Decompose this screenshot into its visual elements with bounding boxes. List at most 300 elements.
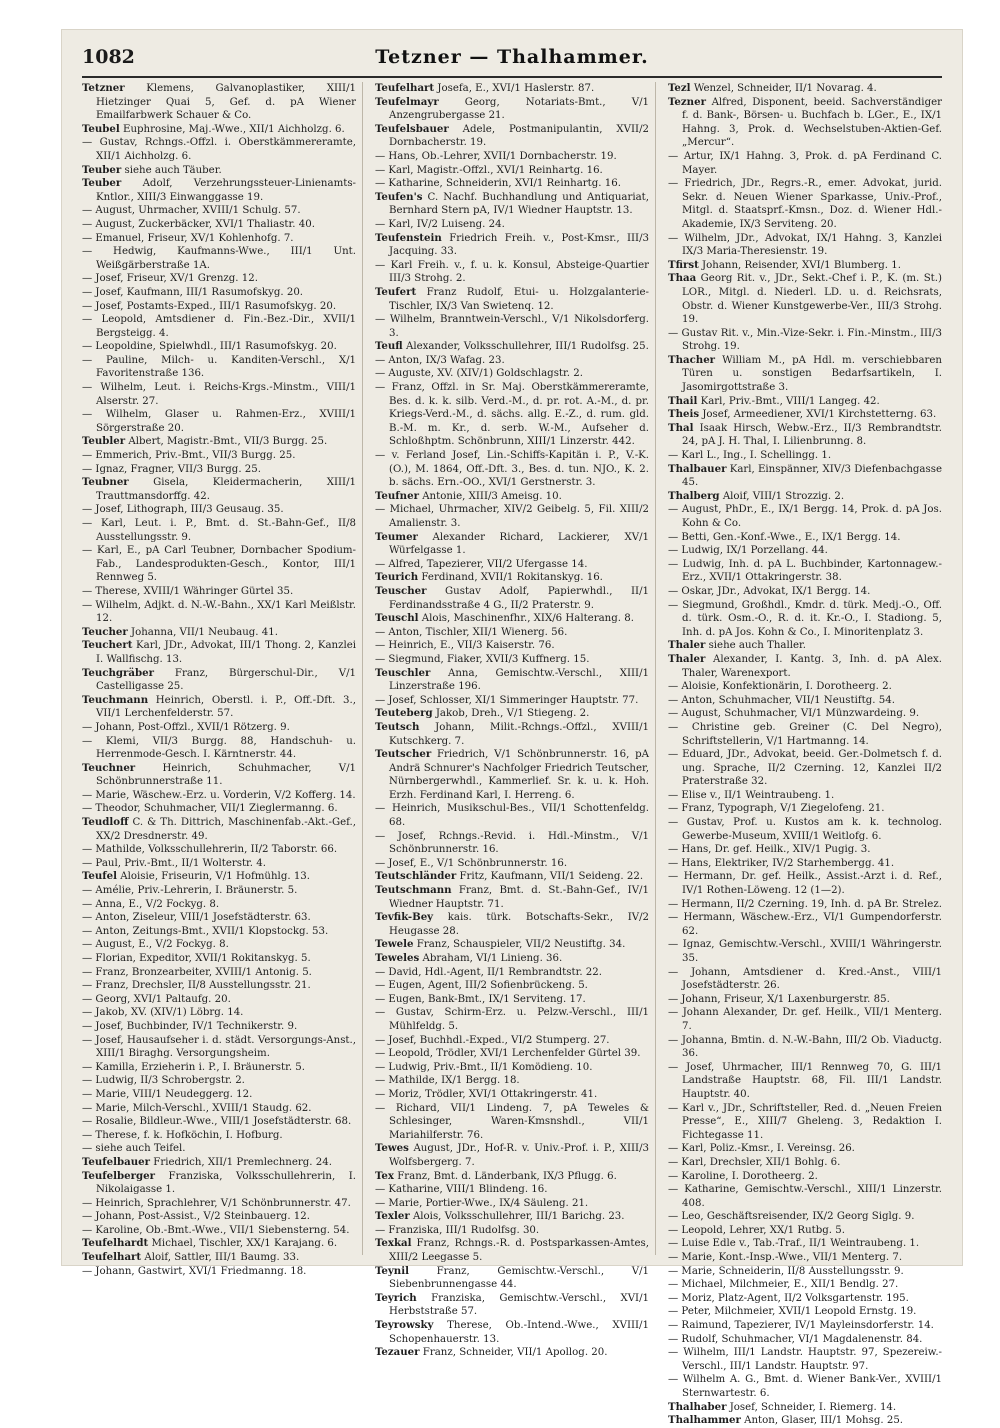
- entry-text: — Elise v., II/1 Weintraubeng. 1.: [668, 789, 835, 801]
- entry-surname: Teubel: [82, 122, 120, 135]
- entry-text: — Leopold, Trödler, XVI/1 Lerchenfelder Gürtel 39.: [375, 1048, 641, 1060]
- directory-entry: [375, 381, 649, 449]
- entry-text: Franz, Bmt. d. Länderbank, IX/3 Pflugg. 6.: [397, 1170, 617, 1182]
- directory-entry: [82, 272, 356, 286]
- entry-text: — Gustav, Schirm-Erz. u. Pelzw.-Verschl., III/1 Mühlfeldg. 5.: [375, 1007, 649, 1032]
- entry-text: — Anton, Zeitungs-Bmt., XVII/1 Klopstockg. 53.: [82, 925, 329, 937]
- directory-entry: [375, 1237, 649, 1264]
- entry-text: — Marie, VIII/1 Neudeggerg. 12.: [82, 1088, 253, 1100]
- entry-surname: Tfirst: [668, 258, 699, 271]
- entry-text: — Katharine, Schneiderin, XVI/1 Reinhartg. 16.: [375, 178, 621, 190]
- directory-entry: [82, 476, 356, 503]
- directory-entry: [375, 1319, 649, 1346]
- entry-text: — Siegmund, Großhdl., Kmdr. d. türk. Medj.-O., Off. d. türk. Osm.-O., R. d. it. Kr.-O., I. Stadiong. 5, Inh. d. pA Jos. Kohn & Co., I. Minoritenplatz 3.: [668, 599, 942, 638]
- entry-surname: Tewele: [375, 938, 414, 951]
- entry-text: Alfred, Disponent, beeid. Sachverständiger f. d. Bank-, Börsen- u. Buchfach b. LGer., E., IX/1 Hahng. 3, Prok. d. Wechselstuben-Aktien-Gef. „Mercur“.: [682, 96, 942, 149]
- entry-surname: Teuschler: [375, 666, 431, 679]
- directory-entry: [82, 1237, 356, 1251]
- entry-text: — Pauline, Milch- u. Kanditen-Verschl., X/1 Favoritenstraße 136.: [82, 354, 356, 380]
- entry-surname: Teufelhart: [82, 1251, 142, 1264]
- entry-surname: Teynil: [375, 1264, 409, 1277]
- entry-text: Alois, Maschinenfhr., XIX/6 Halterang. 8.: [421, 613, 634, 625]
- directory-entry: [375, 1210, 649, 1224]
- entry-text: — Artur, IX/1 Hahng. 3, Prok. d. pA Ferdinand C. Mayer.: [668, 150, 942, 176]
- entry-text: — Ignaz, Gemischtw.-Verschl., XVIII/1 Währingerstr. 35.: [668, 939, 942, 964]
- entry-text: — Marie, Milch-Verschl., XVIII/1 Staudg. 62.: [82, 1102, 312, 1114]
- directory-entry: [668, 1034, 942, 1061]
- entry-text: — Josef, Lithograph, III/3 Geusaug. 35.: [82, 504, 284, 516]
- directory-entry: [82, 164, 356, 178]
- directory-entry: [375, 150, 649, 164]
- entry-text: Franz, Gemischtw.-Verschl., V/1 Siebenbrunnengasse 44.: [389, 1265, 649, 1291]
- entry-surname: Teuchert: [82, 639, 133, 652]
- entry-text: — Leopoldine, Spielwhdl., III/1 Rasumofskyg. 20.: [82, 341, 337, 353]
- directory-entry: [668, 938, 942, 965]
- entry-text: — Josef, Rchngs.-Revid. i. Hdl.-Minstm., V/1 Schönbrunnerstr. 16.: [375, 830, 649, 856]
- directory-entry: [668, 490, 942, 504]
- entry-text: — Amélie, Priv.-Lehrerin, I. Bräunerstr. 5.: [82, 885, 298, 897]
- column-1: [82, 82, 363, 1277]
- directory-entry: [82, 884, 356, 898]
- directory-entry: [82, 340, 356, 354]
- directory-entry: [375, 979, 649, 993]
- entry-text: August, JDr., Hof-R. v. Univ.-Prof. i. P., XIII/3 Wolfsbergerg. 7.: [389, 1143, 649, 1168]
- directory-entry: [668, 639, 942, 653]
- entry-text: Euphrosine, Maj.-Wwe., XII/1 Aichholzg. 6.: [123, 123, 345, 135]
- directory-entry: [668, 1006, 942, 1033]
- entry-surname: Teufelhardt: [82, 1237, 149, 1250]
- directory-entry: [668, 449, 942, 463]
- directory-entry: [668, 653, 942, 680]
- entry-text: — Johanna, Bmtin. d. N.-W.-Bahn, III/2 Ob. Viaductg. 36.: [668, 1034, 942, 1060]
- entry-text: — Johann, Friseur, X/1 Laxenburgerstr. 85.: [668, 993, 890, 1005]
- directory-entry: [668, 327, 942, 354]
- directory-entry: [375, 1074, 649, 1088]
- entry-surname: Teumer: [375, 530, 418, 543]
- entry-surname: Teufenstein: [375, 231, 442, 244]
- directory-entry: [668, 694, 942, 708]
- entry-text: Georg, Notariats-Bmt., V/1 Anzengrubergasse 21.: [389, 96, 649, 122]
- entry-surname: Teubner: [82, 476, 129, 489]
- entry-text: — Katharine, VIII/1 Blindeng. 16.: [375, 1184, 548, 1196]
- entry-surname: Teufner: [375, 489, 419, 502]
- entry-surname: Thalbauer: [668, 462, 727, 475]
- directory-entry: [668, 558, 942, 585]
- entry-text: Anton, Glaser, III/1 Mohsg. 25.: [744, 1415, 904, 1427]
- directory-entry: [668, 680, 942, 694]
- entry-text: — Georg, XVI/1 Paltaufg. 20.: [82, 993, 231, 1005]
- directory-entry: [375, 449, 649, 490]
- entry-text: Franziska, Gemischtw.-Verschl., XVI/1 Herbststraße 57.: [389, 1292, 649, 1318]
- entry-text: — Marie, Schneiderin, II/8 Ausstellungsstr. 9.: [668, 1265, 904, 1277]
- entry-text: Ferdinand, XVII/1 Rokitanskyg. 16.: [421, 572, 603, 584]
- entry-text: Franz, Schauspieler, VII/2 Neustiftg. 34.: [416, 939, 626, 951]
- entry-text: Wenzel, Schneider, II/1 Novarag. 4.: [693, 83, 877, 94]
- entry-surname: Thalhammer: [668, 1414, 741, 1427]
- entry-text: — Klemi, VII/3 Burgg. 88, Handschuh- u. Herrenmode-Gesch. I. Kärntnerstr. 44.: [82, 735, 356, 761]
- directory-entry: [375, 1183, 649, 1197]
- entry-surname: Teyrowsky: [375, 1319, 434, 1332]
- directory-entry: [375, 1265, 649, 1292]
- entry-text: — Hermann, II/2 Czerning. 19, Inh. d. pA Br. Strelez.: [668, 898, 942, 910]
- entry-text: Michael, Tischler, XX/1 Karajang. 6.: [151, 1238, 338, 1250]
- entry-surname: Texkal: [375, 1237, 412, 1250]
- entry-text: C. & Th. Dittrich, Maschinenfab.-Akt.-Gef., XX/2 Dresdnerstr. 49.: [96, 817, 356, 842]
- directory-entry: [668, 816, 942, 843]
- entry-text: — v. Ferland Josef, Lin.-Schiffs-Kapitän i. P., V.-K. (O.), M. 1864, Off.-Dft. 3., Bes. d. tun. NJO., K. 2. b. sächs. Ern.-OO., XVI/1 Gerstnerstr. 3.: [375, 450, 649, 489]
- page-header: [82, 42, 942, 78]
- entry-text: — Anton, Schuhmacher, VII/1 Neustiftg. 54.: [668, 694, 895, 706]
- directory-entry: [668, 1373, 942, 1400]
- directory-entry: [668, 802, 942, 816]
- entry-surname: Thaler: [668, 639, 706, 652]
- directory-entry: [82, 435, 356, 449]
- entry-surname: Teuchgräber: [82, 666, 154, 679]
- directory-entry: [668, 898, 942, 912]
- directory-entry: [375, 938, 649, 952]
- directory-entry: [375, 966, 649, 980]
- entry-text: — August, Schuhmacher, VI/1 Münzwardeing. 9.: [668, 708, 920, 720]
- entry-text: — Richard, VII/1 Lindeng. 7, pA Teweles & Schlesinger, Waren-Kmsnshdl., VII/1 Mariahilferstr. 76.: [375, 1102, 649, 1141]
- directory-entry: [82, 1265, 356, 1279]
- entry-text: — Kamilla, Erzieherin i. P., I. Bräunerstr. 5.: [82, 1061, 306, 1073]
- directory-entry: [668, 354, 942, 395]
- directory-entry: [375, 82, 649, 96]
- entry-text: — Emmerich, Priv.-Bmt., VII/3 Burgg. 25.: [82, 450, 296, 462]
- entry-text: Aloisie, Friseurin, V/1 Hofmühlg. 13.: [120, 871, 311, 883]
- directory-entry: [668, 503, 942, 530]
- entry-text: Albert, Magistr.-Bmt., VII/3 Burgg. 25.: [128, 436, 328, 448]
- entry-text: — Franz, Typograph, V/1 Ziegelofeng. 21.: [668, 803, 885, 815]
- directory-entry: [82, 1142, 356, 1156]
- directory-entry: [82, 177, 356, 204]
- entry-surname: Teucher: [82, 625, 128, 638]
- entry-text: Friedrich, XII/1 Premlechnerg. 24.: [153, 1156, 332, 1168]
- directory-entry: [82, 232, 356, 246]
- directory-entry: [375, 802, 649, 829]
- directory-entry: [375, 191, 649, 218]
- entry-text: Anna, Gemischtw.-Verschl., XIII/1 Linzerstraße 196.: [389, 667, 649, 693]
- entry-text: — Franz, Drechsler, II/8 Ausstellungsstr. 21.: [82, 980, 311, 992]
- directory-page: [62, 30, 962, 1427]
- directory-entry: [82, 857, 356, 871]
- directory-entry: [375, 340, 649, 354]
- entry-text: — Karl, Leut. i. P., Bmt. d. St.-Bahn-Gef., II/8 Ausstellungsstr. 9.: [82, 518, 356, 543]
- entry-text: Antonie, XIII/3 Ameisg. 10.: [422, 490, 562, 502]
- directory-entry: [82, 300, 356, 314]
- entry-surname: Thalberg: [668, 489, 720, 502]
- entry-text: — Paul, Priv.-Bmt., II/1 Wolterstr. 4.: [82, 857, 266, 869]
- entry-text: — Leo, Geschäftsreisender, IX/2 Georg Siglg. 9.: [668, 1211, 915, 1223]
- directory-entry: [375, 1102, 649, 1143]
- entry-text: Karl, Einspänner, XIV/3 Diefenbachgasse 45.: [682, 463, 942, 489]
- entry-text: — Hermann, Dr. gef. Heilk., Assist.-Arzt i. d. Ref., IV/1 Rothen-Löweng. 12 (1—2).: [668, 871, 942, 897]
- directory-entry: [375, 857, 649, 871]
- directory-entry: [375, 286, 649, 313]
- entry-surname: Teutschmann: [375, 884, 452, 897]
- directory-entry: [668, 1319, 942, 1333]
- directory-entry: [82, 979, 356, 993]
- column-3: [668, 82, 943, 1427]
- directory-entry: [82, 354, 356, 381]
- directory-entry: [375, 694, 649, 708]
- entry-text: — Wilhelm, Glaser u. Rahmen-Erz., XVIII/1 Sörgerstraße 20.: [82, 409, 356, 434]
- entry-text: — Mathilde, Volksschullehrerin, II/2 Taborstr. 66.: [82, 844, 338, 856]
- entry-text: — Ludwig, IX/1 Porzellang. 44.: [668, 545, 828, 557]
- entry-text: — Ignaz, Fragner, VII/3 Burgg. 25.: [82, 463, 261, 475]
- entry-text: Friedrich Freih. v., Post-Kmsr., III/3 Jacquing. 33.: [389, 232, 649, 258]
- directory-entry: [668, 721, 942, 748]
- directory-entry: [375, 96, 649, 123]
- directory-entry: [82, 911, 356, 925]
- entry-text: Franz, Schneider, VII/1 Apollog. 20.: [422, 1347, 608, 1359]
- directory-entry: [82, 966, 356, 980]
- entry-text: — Josef, E., V/1 Schönbrunnerstr. 16.: [375, 857, 568, 869]
- entry-surname: Teufen's: [375, 190, 423, 203]
- entry-text: — Karl, Drechsler, XII/1 Bohlg. 6.: [668, 1156, 841, 1168]
- entry-text: Alexander, Volksschullehrer, III/1 Rudolfsg. 25.: [405, 341, 649, 353]
- entry-text: — Josef, Hausaufseher i. d. städt. Versorgungs-Anst., XIII/1 Biraghg. Versorgungsheim.: [82, 1034, 356, 1060]
- directory-entry: [375, 490, 649, 504]
- entry-text: Therese, Ob.-Intend.-Wwe., XVIII/1 Schopenhauerstr. 13.: [389, 1320, 649, 1345]
- directory-entry: [668, 1183, 942, 1210]
- directory-entry: [375, 721, 649, 748]
- directory-entry: [668, 748, 942, 789]
- directory-entry: [668, 857, 942, 871]
- entry-text: Franz, Rchngs.-R. d. Postsparkassen-Amtes, XIII/2 Leegasse 5.: [389, 1238, 649, 1264]
- directory-entry: [375, 639, 649, 653]
- entry-surname: Thaler: [668, 652, 706, 665]
- entry-surname: Teufelmayr: [375, 95, 439, 108]
- directory-entry: [82, 544, 356, 585]
- running-title: Tetzner — Thalhammer.: [375, 46, 649, 68]
- entry-text: — Marie, Portier-Wwe., IX/4 Säuleng. 21.: [375, 1197, 589, 1209]
- entry-text: — Mathilde, IX/1 Bergg. 18.: [375, 1075, 520, 1087]
- text-columns: [82, 82, 943, 1427]
- directory-entry: [82, 952, 356, 966]
- directory-entry: [668, 1170, 942, 1184]
- entry-text: — Josef, Kaufmann, III/1 Rasumofskyg. 20.: [82, 286, 304, 298]
- directory-entry: [375, 748, 649, 802]
- directory-entry: [375, 1061, 649, 1075]
- entry-text: — Therese, XVIII/1 Währinger Gürtel 35.: [82, 585, 294, 597]
- entry-surname: Teufelberger: [82, 1169, 155, 1182]
- entry-text: — Wilhelm, III/1 Landstr. Hauptstr. 97, Spezereiw.-Verschl., III/1 Landstr. Hauptstr. 97.: [668, 1347, 942, 1372]
- entry-text: Johanna, VII/1 Neubaug. 41.: [131, 626, 278, 638]
- entry-text: — Wilhelm, Leut. i. Reichs-Krgs.-Minstm., VIII/1 Alserstr. 27.: [82, 382, 356, 407]
- entry-text: Josef, Schneider, I. Riemerg. 14.: [729, 1401, 897, 1413]
- entry-surname: Teweles: [375, 952, 420, 964]
- directory-entry: [82, 82, 356, 123]
- directory-entry: [668, 1237, 942, 1251]
- entry-text: — Gustav Rit. v., Min.-Vize-Sekr. i. Fin.-Minstm., III/3 Strohg. 19.: [668, 327, 942, 353]
- entry-text: Alexander, I. Kantg. 3, Inh. d. pA Alex. Thaler, Warenexport.: [682, 653, 942, 679]
- entry-text: — Friedrich, JDr., Regrs.-R., emer. Advokat, jurid. Sekr. d. Neuen Wiener Sparkasse, Univ.-Prof., Mitgl. d. Staatsprf.-Kmsn., Doz. d. Wiener Hdl.-Akademie, IX/3 Serviteng. 20.: [668, 178, 942, 230]
- directory-entry: [82, 762, 356, 789]
- directory-entry: [375, 1006, 649, 1033]
- entry-text: — Johann Alexander, Dr. gef. Heilk., VII/1 Menterg. 7.: [668, 1007, 942, 1032]
- entry-text: — Wilhelm, JDr., Advokat, IX/1 Hahng. 3, Kanzlei IX/3 Maria-Theresienstr. 19.: [668, 232, 942, 258]
- directory-entry: [668, 993, 942, 1007]
- entry-surname: Teufelbauer: [82, 1155, 151, 1168]
- directory-entry: [82, 245, 356, 272]
- directory-entry: [375, 1088, 649, 1102]
- entry-text: — Ludwig, Priv.-Bmt., II/1 Komödieng. 10.: [375, 1061, 593, 1073]
- directory-entry: [82, 1251, 356, 1265]
- entry-text: — siehe auch Teifel.: [82, 1143, 186, 1155]
- directory-entry: [82, 1074, 356, 1088]
- entry-text: — Marie, Kont.-Insp.-Wwe., VII/1 Menterg. 7.: [668, 1252, 903, 1264]
- directory-entry: [375, 503, 649, 530]
- entry-text: — Jakob, XV. (XIV/1) Löbrg. 14.: [82, 1007, 244, 1019]
- entry-text: — Anton, Tischler, XII/1 Wienerg. 56.: [375, 626, 568, 638]
- directory-entry: [668, 1278, 942, 1292]
- entry-text: — Johann, Post-Assist., V/2 Steinbauerg. 12.: [82, 1211, 311, 1223]
- entry-text: — Johann, Gastwirt, XVI/1 Friedmanng. 18.: [82, 1265, 307, 1277]
- directory-entry: [668, 911, 942, 938]
- directory-entry: [82, 898, 356, 912]
- directory-entry: [82, 1088, 356, 1102]
- directory-entry: [375, 653, 649, 667]
- entry-surname: Teuber: [82, 163, 122, 176]
- directory-entry: [668, 1265, 942, 1279]
- entry-text: — Franz, Offzl. in Sr. Maj. Oberstkämmereramte, Bes. d. k. k. silb. Verd.-M., d. pr. rot. A.-M., d. pr. Kriegs-Verd.-M., d. sächs. allg. E.-Z., d. rum. gld. B.-M. m. Kr., d. serb. W.-M., Aufseher d. Schloßhptm. Schönbrunn, XIII/1 Linzerstr. 442.: [375, 382, 649, 448]
- entry-text: — Siegmund, Fiaker, XVII/3 Kuffnerg. 15.: [375, 653, 590, 665]
- entry-text: Franz Rudolf, Etui- u. Holzgalanterie-Tischler, IX/3 Van Swietenq. 12.: [389, 286, 649, 312]
- directory-entry: [668, 585, 942, 599]
- entry-text: — Karl, E., pA Carl Teubner, Dornbacher Spodium-Fab., Landesprodukten-Gesch., Kontor, III/1 Rennweg 5.: [82, 545, 356, 584]
- directory-entry: [668, 1401, 942, 1415]
- entry-text: — Anna, E., V/2 Fockyg. 8.: [82, 898, 220, 910]
- entry-surname: Teufelhart: [375, 82, 435, 94]
- directory-entry: [82, 136, 356, 163]
- directory-entry: [668, 1414, 942, 1428]
- directory-entry: [668, 1292, 942, 1306]
- directory-entry: [82, 1224, 356, 1238]
- entry-text: — Alfred, Tapezierer, VII/2 Ufergasse 14.: [375, 558, 588, 570]
- entry-text: C. Nachf. Buchhandlung und Antiquariat, Bernhard Stern pA, IV/1 Wiedner Hauptstr. 13.: [389, 191, 649, 217]
- directory-entry: [375, 1346, 649, 1360]
- entry-text: — Karoline, Ob.-Bmt.-Wwe., VII/1 Siebensterng. 54.: [82, 1224, 350, 1236]
- directory-entry: [668, 259, 942, 273]
- directory-entry: [375, 612, 649, 626]
- entry-text: — Franz, Bronzearbeiter, XVIII/1 Antonig. 5.: [82, 966, 312, 978]
- entry-text: — August, PhDr., E., IX/1 Bergg. 14, Prok. d. pA Jos. Kohn & Co.: [668, 504, 942, 529]
- entry-text: Klemens, Galvanoplastiker, XIII/1 Hietzinger Quai 5, Gef. d. pA Wiener Emailfarbwerk Schauer & Co.: [96, 83, 356, 122]
- entry-text: — Leopold, Amtsdiener d. Fin.-Bez.-Dir., XVII/1 Bergsteigg. 4.: [82, 314, 356, 339]
- directory-entry: [82, 870, 356, 884]
- directory-entry: [82, 1115, 356, 1129]
- entry-text: — Anton, Ziseleur, VIII/1 Josefstädterstr. 63.: [82, 912, 311, 924]
- entry-surname: Thalhaber: [668, 1400, 727, 1413]
- entry-text: — Michael, Milchmeier, E., XII/1 Bendlg. 27.: [668, 1279, 899, 1291]
- entry-text: — Wilhelm, Branntwein-Verschl., V/1 Nikolsdorferg. 3.: [375, 314, 649, 339]
- directory-entry: [82, 463, 356, 477]
- entry-surname: Tezl: [668, 82, 691, 94]
- entry-text: — Karl, Poliz.-Kmsr., I. Vereinsg. 26.: [668, 1143, 855, 1155]
- directory-entry: [668, 232, 942, 259]
- entry-text: Gisela, Kleidermacherin, XIII/1 Trauttmansdorffg. 42.: [96, 477, 356, 502]
- entry-text: — Katharine, Gemischtw.-Verschl., XIII/1 Linzerstr. 408.: [668, 1184, 942, 1209]
- entry-text: — Theodor, Schuhmacher, VII/1 Zieglermanng. 6.: [82, 803, 338, 815]
- entry-text: — August, Uhrmacher, XVIII/1 Schulg. 57.: [82, 205, 301, 217]
- entry-surname: Tezner: [668, 95, 706, 108]
- entry-surname: Teubler: [82, 435, 126, 448]
- entry-text: — Raimund, Tapezierer, IV/1 Mayleinsdorferstr. 14.: [668, 1320, 934, 1332]
- directory-entry: [668, 150, 942, 177]
- entry-text: — Hermann, Wäschew.-Erz., VI/1 Gumpendorferstr. 62.: [668, 912, 942, 937]
- directory-entry: [668, 82, 942, 96]
- directory-entry: [375, 123, 649, 150]
- entry-text: — Peter, Milchmeier, XVII/1 Leopold Ernstg. 19.: [668, 1306, 917, 1318]
- directory-entry: [375, 367, 649, 381]
- directory-entry: [375, 571, 649, 585]
- directory-entry: [82, 204, 356, 218]
- directory-entry: [82, 843, 356, 857]
- directory-entry: [668, 707, 942, 721]
- entry-text: William M., pA Hdl. m. verschiebbaren Türen u. sonstigen Bedarfsartikeln, I. Jasomirgottstraße 3.: [682, 354, 942, 394]
- entry-text: — David, Hdl.-Agent, II/1 Rembrandtstr. 22.: [375, 966, 603, 978]
- entry-surname: Thal: [668, 421, 694, 434]
- entry-surname: Teufel: [82, 870, 118, 883]
- directory-entry: [82, 802, 356, 816]
- entry-text: — Oskar, JDr., Advokat, IX/1 Bergg. 14.: [668, 585, 871, 597]
- directory-entry: [375, 531, 649, 558]
- directory-entry: [668, 1224, 942, 1238]
- directory-entry: [668, 870, 942, 897]
- entry-text: Isaak Hirsch, Webw.-Erz., II/3 Rembrandtstr. 24, pA J. H. Thal, I. Lilienbrunng. 8.: [682, 422, 943, 448]
- header-rule: [82, 76, 942, 78]
- entry-text: Josef, Armeediener, XVI/1 Kirchstetterng. 63.: [702, 409, 937, 421]
- entry-text: Alexander Richard, Lackierer, XV/1 Würfelgasse 1.: [389, 531, 649, 557]
- entry-text: Karl, Priv.-Bmt., VIII/1 Langeg. 42.: [700, 395, 880, 407]
- directory-entry: [668, 843, 942, 857]
- entry-surname: Teutsch: [375, 720, 420, 733]
- entry-text: — Eugen, Bank-Bmt., IX/1 Serviteng. 17.: [375, 993, 586, 1005]
- entry-text: Franz, Bmt. d. St.-Bahn-Gef., IV/1 Wiedner Hauptstr. 71.: [389, 885, 649, 910]
- directory-entry: [375, 177, 649, 191]
- directory-entry: [82, 938, 356, 952]
- entry-surname: Thail: [668, 394, 698, 407]
- entry-text: — Michael, Uhrmacher, XIV/2 Geibelg. 5, Fil. XIII/2 Amalienstr. 3.: [375, 504, 649, 529]
- directory-entry: [82, 449, 356, 463]
- entry-surname: Teuscher: [375, 584, 427, 597]
- entry-surname: Tezauer: [375, 1346, 420, 1359]
- directory-entry: [668, 177, 942, 231]
- directory-entry: [82, 218, 356, 232]
- entry-surname: Texler: [375, 1210, 410, 1223]
- entry-text: — Karl, Magistr.-Offzl., XVI/1 Reinhartg. 16.: [375, 164, 603, 176]
- directory-entry: [375, 830, 649, 857]
- directory-entry: [668, 463, 942, 490]
- directory-entry: [375, 259, 649, 286]
- entry-text: — Johann, Amtsdiener d. Kred.-Anst., VIII/1 Josefstädterstr. 26.: [668, 966, 942, 992]
- directory-entry: [668, 272, 942, 326]
- directory-entry: [375, 626, 649, 640]
- entry-text: — Hedwig, Kaufmanns-Wwe., III/1 Unt. Weißgärberstraße 1A.: [82, 246, 356, 271]
- directory-entry: [82, 313, 356, 340]
- entry-surname: Teuteberg: [375, 707, 433, 720]
- entry-text: Adele, Postmanipulantin, XVII/2 Dornbacherstr. 19.: [389, 123, 649, 149]
- entry-text: — August, Zuckerbäcker, XVI/1 Thaliastr. 40.: [82, 218, 315, 230]
- entry-surname: Thaa: [668, 272, 697, 285]
- entry-text: — Josef, Schlosser, XI/1 Simmeringer Hauptstr. 77.: [375, 694, 639, 706]
- directory-entry: [668, 531, 942, 545]
- entry-text: Aloif, VIII/1 Strozzig. 2.: [722, 490, 845, 502]
- directory-entry: [82, 789, 356, 803]
- entry-surname: Teutschländer: [375, 870, 457, 883]
- entry-surname: Thacher: [668, 353, 716, 366]
